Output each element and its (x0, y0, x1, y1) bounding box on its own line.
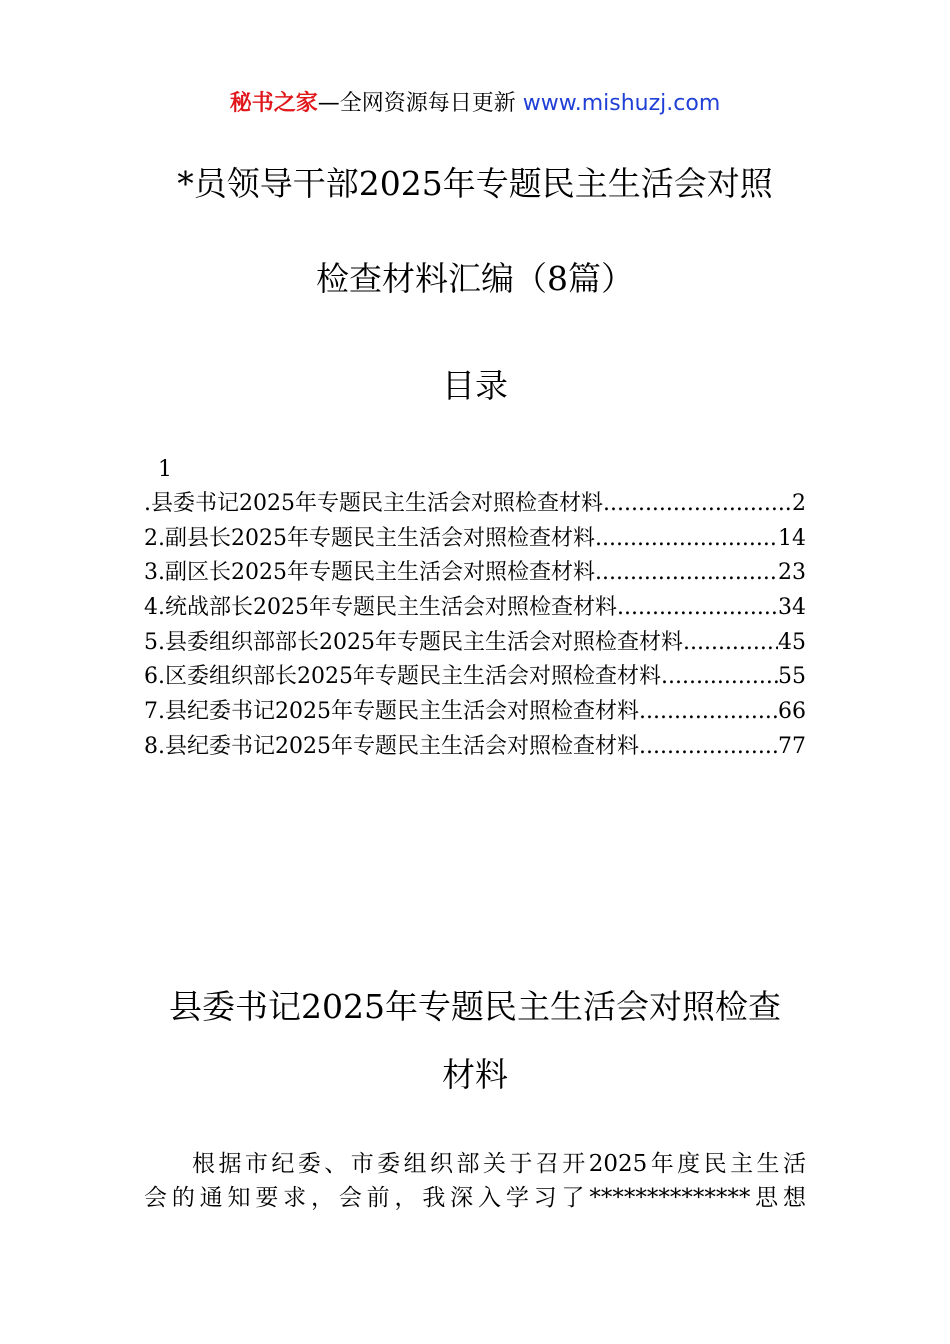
toc-leader-dots (617, 591, 778, 626)
toc-leader-dots (639, 695, 778, 730)
body-paragraph (144, 1147, 806, 1215)
toc-item-label: 3.副区长2025年专题民主生活会对照检查材料 (144, 560, 595, 586)
toc-item-page: 2 (792, 491, 806, 516)
toc-item-label: 6.区委组织部长2025年专题民主生活会对照检查材料 (144, 664, 661, 690)
toc-item[interactable] (144, 522, 806, 557)
toc-leader-dots (683, 626, 778, 661)
document-title-line2: 检查材料汇编（8篇） (316, 259, 634, 298)
toc-item[interactable] (144, 626, 806, 661)
toc-leader-dots (595, 522, 778, 557)
toc-item[interactable] (144, 695, 806, 730)
toc-item[interactable] (144, 556, 806, 591)
toc-leader-dots (661, 660, 778, 695)
toc-item-label: 8.县纪委书记2025年专题民主生活会对照检查材料 (144, 733, 639, 759)
toc-item-label: 2.副县长2025年专题民主生活会对照检查材料 (144, 525, 595, 551)
toc-item[interactable] (144, 591, 806, 626)
toc-item-page: 45 (778, 629, 806, 655)
toc-item-label: .县委书记2025年专题民主生活会对照检查材料 (144, 491, 603, 516)
document-title-line1: *员领导干部2025年专题民主生活会对照 (177, 164, 773, 203)
toc-leader-dots (603, 487, 792, 522)
toc-stray-number: 1 (158, 457, 172, 482)
site-link[interactable]: www.mishuzj.com (522, 91, 721, 116)
toc-item[interactable] (144, 487, 806, 522)
brand-name: 秘书之家 (229, 91, 318, 116)
section-title-line2: 材料 (442, 1055, 508, 1094)
body-line: 会的通知要求，会前，我深入学习了**************思想 (144, 1185, 806, 1211)
toc-item-label: 5.县委组织部部长2025年专题民主生活会对照检查材料 (144, 629, 683, 655)
toc-item-label: 7.县纪委书记2025年专题民主生活会对照检查材料 (144, 699, 639, 725)
header-slogan: —全网资源每日更新 (317, 91, 516, 116)
toc-leader-dots (595, 556, 778, 591)
toc-leader-dots (639, 730, 778, 765)
toc-heading: 目录 (442, 366, 508, 405)
toc-item-page: 23 (778, 560, 806, 586)
toc-item-page: 34 (778, 595, 806, 621)
toc-item[interactable] (144, 730, 806, 765)
body-line: 根据市纪委、市委组织部关于召开2025年度民主生活 (192, 1151, 806, 1177)
toc-item-page: 66 (778, 699, 806, 725)
toc-item[interactable] (144, 660, 806, 695)
toc-item-page: 14 (778, 525, 806, 551)
toc-item-page: 77 (778, 733, 806, 759)
section-title-line1: 县委书记2025年专题民主生活会对照检查 (169, 987, 781, 1026)
toc-item-label: 4.统战部长2025年专题民主生活会对照检查材料 (144, 595, 617, 621)
toc-item-page: 55 (778, 664, 806, 690)
table-of-contents (144, 487, 806, 765)
header-banner (0, 88, 950, 120)
